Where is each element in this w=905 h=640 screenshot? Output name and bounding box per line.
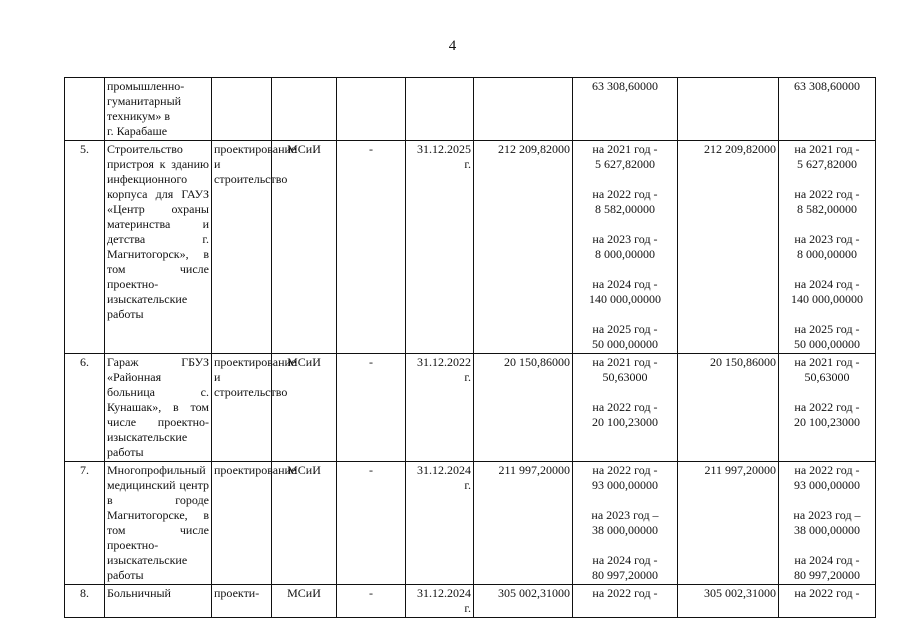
responsible-org: МСиИ bbox=[272, 354, 337, 462]
dash-cell: - bbox=[337, 354, 406, 462]
object-name: Гараж ГБУЗ «Районная больница с. Кунашак», в том числе проектно-изыскательские работы bbox=[105, 354, 212, 462]
row-number: 6. bbox=[65, 354, 105, 462]
responsible-org: МСиИ bbox=[272, 585, 337, 618]
year-label: на 2021 год - bbox=[592, 142, 658, 156]
row-number: 7. bbox=[65, 462, 105, 585]
table-row bbox=[65, 354, 876, 462]
dash-cell: - bbox=[337, 585, 406, 618]
total-cost bbox=[474, 78, 573, 141]
object-name: промышленно- гуманитарный техникум» в г. Карабаше bbox=[105, 78, 212, 141]
deadline-date: 31.12.2024 г. bbox=[406, 585, 474, 618]
year-amount: 8 582,00000 bbox=[797, 202, 857, 216]
year-label: на 2023 год - bbox=[592, 232, 658, 246]
year-label: на 2024 год - bbox=[794, 277, 860, 291]
deadline-date: 31.12.2024 г. bbox=[406, 462, 474, 585]
years-financing bbox=[573, 78, 678, 141]
work-type: проектирование и строительство bbox=[212, 354, 272, 462]
total-cost: 212 209,82000 bbox=[474, 141, 573, 354]
years-financing-2 bbox=[779, 462, 876, 585]
deadline-date: 31.12.2025 г. bbox=[406, 141, 474, 354]
year-amount: 8 000,00000 bbox=[797, 247, 857, 261]
year-label: на 2025 год - bbox=[794, 322, 860, 336]
years-financing bbox=[573, 585, 678, 618]
year-label: на 2021 год - bbox=[794, 142, 860, 156]
dash-cell bbox=[337, 78, 406, 141]
year-amount: 20 100,23000 bbox=[592, 415, 658, 429]
year-label: на 2021 год - bbox=[592, 355, 658, 369]
total-cost: 305 002,31000 bbox=[474, 585, 573, 618]
year-amount: 5 627,82000 bbox=[595, 157, 655, 171]
row-number: 8. bbox=[65, 585, 105, 618]
table-row bbox=[65, 78, 876, 141]
year-label: на 2022 год - bbox=[592, 463, 658, 477]
year-label: на 2023 год – bbox=[591, 508, 659, 522]
year-amount: 50 000,00000 bbox=[592, 337, 658, 351]
year-label: на 2022 год - bbox=[794, 586, 860, 600]
dash-cell: - bbox=[337, 141, 406, 354]
year-label: на 2025 год - bbox=[592, 322, 658, 336]
years-financing-2 bbox=[779, 141, 876, 354]
year-label: на 2022 год - bbox=[794, 187, 860, 201]
years-financing-2 bbox=[779, 78, 876, 141]
year-amount: 8 582,00000 bbox=[595, 202, 655, 216]
deadline-date: 31.12.2022 г. bbox=[406, 354, 474, 462]
table-row bbox=[65, 141, 876, 354]
work-type: проектирование и строительство bbox=[212, 141, 272, 354]
year-amount: 8 000,00000 bbox=[595, 247, 655, 261]
years-financing-2 bbox=[779, 354, 876, 462]
year-amount: 20 100,23000 bbox=[794, 415, 860, 429]
year-amount: 63 308,60000 bbox=[794, 79, 860, 93]
deadline-date bbox=[406, 78, 474, 141]
row-number bbox=[65, 78, 105, 141]
year-amount: 50,63000 bbox=[804, 370, 850, 384]
year-label: на 2022 год - bbox=[592, 586, 658, 600]
year-label: на 2021 год - bbox=[794, 355, 860, 369]
total-cost-2: 20 150,86000 bbox=[678, 354, 779, 462]
table-row bbox=[65, 462, 876, 585]
projects-table bbox=[64, 77, 876, 618]
year-label: на 2023 год – bbox=[793, 508, 861, 522]
year-label: на 2023 год - bbox=[794, 232, 860, 246]
year-label: на 2022 год - bbox=[794, 463, 860, 477]
year-label: на 2022 год - bbox=[592, 187, 658, 201]
year-amount: 93 000,00000 bbox=[592, 478, 658, 492]
year-amount: 38 000,00000 bbox=[592, 523, 658, 537]
object-name: Строительство пристроя к зданию инфекционного корпуса для ГАУЗ «Центр охраны материнства и детства г. Магнитогорск», в том числе проектно-изыскательские работы bbox=[105, 141, 212, 354]
years-financing bbox=[573, 141, 678, 354]
year-amount: 38 000,00000 bbox=[794, 523, 860, 537]
years-financing-2 bbox=[779, 585, 876, 618]
responsible-org bbox=[272, 78, 337, 141]
total-cost: 211 997,20000 bbox=[474, 462, 573, 585]
total-cost-2: 212 209,82000 bbox=[678, 141, 779, 354]
year-amount: 140 000,00000 bbox=[589, 292, 661, 306]
year-amount: 63 308,60000 bbox=[592, 79, 658, 93]
year-amount: 80 997,20000 bbox=[794, 568, 860, 582]
responsible-org: МСиИ bbox=[272, 462, 337, 585]
years-financing bbox=[573, 354, 678, 462]
object-name: Больничный bbox=[105, 585, 212, 618]
work-type: проектирование bbox=[212, 462, 272, 585]
year-amount: 80 997,20000 bbox=[592, 568, 658, 582]
dash-cell: - bbox=[337, 462, 406, 585]
row-number: 5. bbox=[65, 141, 105, 354]
page-number: 4 bbox=[448, 38, 457, 54]
total-cost-2 bbox=[678, 78, 779, 141]
year-label: на 2022 год - bbox=[794, 400, 860, 414]
year-amount: 5 627,82000 bbox=[797, 157, 857, 171]
table-row bbox=[65, 585, 876, 618]
total-cost-2: 305 002,31000 bbox=[678, 585, 779, 618]
year-label: на 2024 год - bbox=[592, 553, 658, 567]
year-amount: 50 000,00000 bbox=[794, 337, 860, 351]
year-label: на 2024 год - bbox=[794, 553, 860, 567]
object-name: Многопрофильный медицинский центр в городе Магнитогорске, в том числе проектно-изыскательские работы bbox=[105, 462, 212, 585]
years-financing bbox=[573, 462, 678, 585]
total-cost: 20 150,86000 bbox=[474, 354, 573, 462]
year-label: на 2024 год - bbox=[592, 277, 658, 291]
year-amount: 50,63000 bbox=[602, 370, 648, 384]
year-label: на 2022 год - bbox=[592, 400, 658, 414]
year-amount: 93 000,00000 bbox=[794, 478, 860, 492]
total-cost-2: 211 997,20000 bbox=[678, 462, 779, 585]
work-type bbox=[212, 78, 272, 141]
responsible-org: МСиИ bbox=[272, 141, 337, 354]
work-type: проекти- bbox=[212, 585, 272, 618]
year-amount: 140 000,00000 bbox=[791, 292, 863, 306]
